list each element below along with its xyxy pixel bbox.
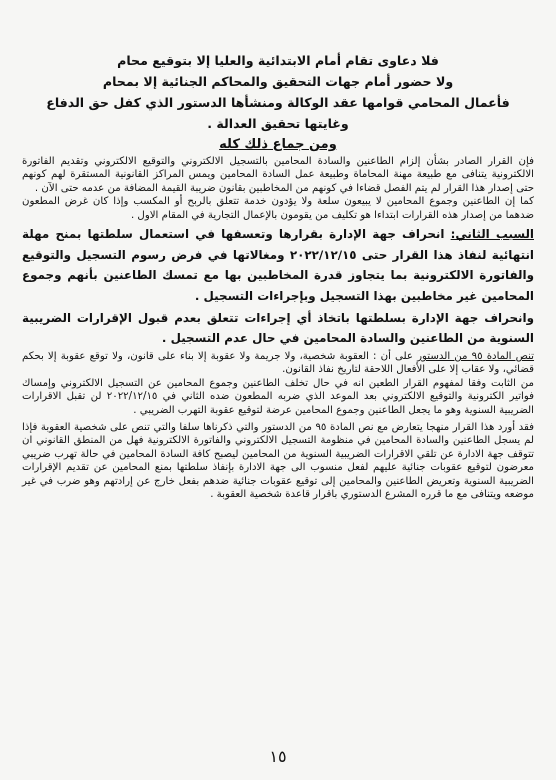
paragraph-5: فقد أورد هذا القرار منهجا يتعارض مع نص المادة ٩٥ من الدستور والتي ذكرناها سلفا والتي تنص على شخصية العقوبة فإذا لم يسجل الطاعنين والسادة المحامين في منظومة التسجيل الالكتروني والفاتورة الالكترونية فهل من المنطق القانوني ان تتوقف جهة الادارة عن تلقي الاقرارات الضريبية السنوية من المحامين ليصبح كافة السادة المحامين في حالة تهرب ضريبي معرضون لتوقيع عقوبات جنائية عليهم لفعل منسوب الى جهة الادارة بإنفاذ سلطتها بمنع المحامين عن تقديم الإقرارات الضريبية السنوية وتعريض الطاعنين والمحامين إلى توقيع عقوبات جنائية ضدهم بفعل خارج عن إرادتهم وهو ضرب في غير موضعه ويتنافى مع ما قرره المشرع الدستوري باقرار قاعدة شخصية العقوبة . [22, 422, 534, 501]
article-95-citation: تنص المادة ٩٥ من الدستور [417, 351, 535, 363]
paragraph-4: من الثابت وفقا لمفهوم القرار الطعين انه في حال تخلف الطاعنين وجموع المحامين عن التسجيل الالكتروني وإمساك فواتير الكترونية والتوقيع الالكتروني بعد الموعد الذي ضربه المطعون ضده الثاني في ٢٠٢٢/١٢/١٥ لن تقبل الاقرارات الضريبية السنوية وهو ما يجعل الطاعنين وجموع المحامين عرضة لتوقيع عقوبة التهرب الضريبي . [22, 377, 534, 416]
article-95-paragraph [22, 350, 534, 377]
article-95-text: على أن : العقوبة شخصية، ولا جريمة ولا عقوبة إلا بناء على قانون، ولا توقع عقوبة إلا بحكم قضائي، ولا عقاب إلا على الأفعال اللاحقة لتاريخ نفاذ القانون. [22, 351, 534, 376]
second-reason [22, 224, 534, 306]
second-reason-label: السبب الثاني: [450, 227, 534, 242]
bold-paragraph: وانحراف جهة الإدارة بسلطتها باتخاذ أي إجراءات تتعلق بعدم قبول الإقرارات الضريبية السنوية من الطاعنين والسادة المحامين في حال عدم التسجيل . [22, 311, 534, 345]
heading-line-4: وغايتها تحقيق العدالة . [207, 116, 349, 131]
page-number: ١٥ [269, 747, 287, 766]
second-reason-text: انحراف جهة الإدارة بقرارها وتعسفها في استعمال سلطتها بمنح مهلة انتهائية لنفاذ هذا القرار حتى ٢٠٢٢/١٢/١٥ ومغالاتها في فرض رسوم التسجيل والتوقيع والفاتورة الالكترونية بما يتجاوز قدرة المخاطبين بها مع تمسك الطاعنين بأنهم وجموع المحامين غير مخاطبين بهذا التسجيل وبإجراءات التسجيل . [22, 227, 534, 303]
section-subtitle: ومن جماع ذلك كله [219, 137, 337, 152]
paragraph-1: فإن القرار الصادر بشأن إلزام الطاعنين والسادة المحامين بالتسجيل الالكتروني والتوقيع الالكتروني وتقديم الفاتورة الالكترونية يتنافى مع طبيعة مهنة المحاماة وطبيعة عمل السادة المحامين ويمس المراكز القانونية المستقرة لهم كونهم حتى إصدار هذا القرار لم يتم الفصل قضاءا في كونهم من المخاطبين بقانون ضريبة القيمة المضافة من عدمه حتى الآن . [22, 156, 534, 194]
heading-line-2: ولا حضور أمام جهات التحقيق والمحاكم الجنائية إلا بمحام [102, 74, 454, 89]
paragraph-2: كما إن الطاعنين وجموع المحامين لا يبيعون سلعة ولا يؤدون خدمة تتعلق بالربح أو المكسب وإذا كان غرض المطعون ضدهما من إصدار هذه القرارات ابتداءا هو تكليف من يقومون بالإعمال التجارية في المقام الاول . [22, 196, 534, 221]
heading-line-1: فلا دعاوى تقام أمام الابتدائية والعليا إلا بتوقيع محام [117, 53, 439, 68]
heading-line-3: فأعمال المحامي قوامها عقد الوكالة ومنشأها الدستور الذي كفل حق الدفاع [46, 95, 510, 110]
